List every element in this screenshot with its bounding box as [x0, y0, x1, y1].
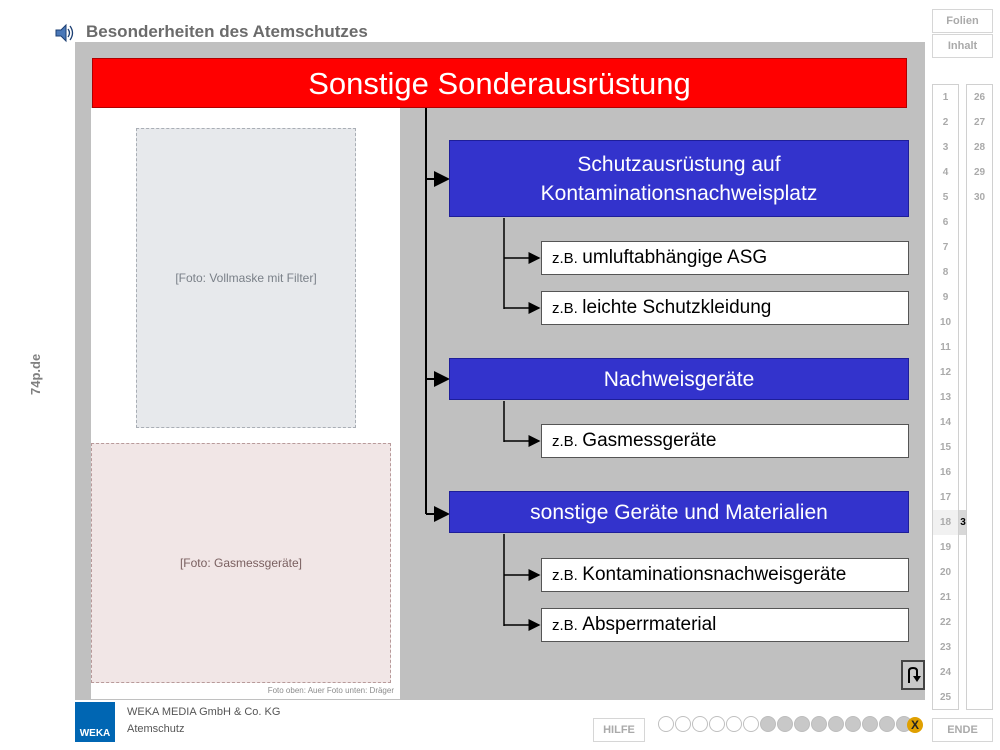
- progress-dot: [743, 716, 759, 732]
- item-text: leichte Schutzkleidung: [582, 297, 772, 318]
- slide-number-15[interactable]: 15: [939, 442, 952, 453]
- slide-list-1-25: [932, 84, 966, 710]
- slide-number-3[interactable]: 3: [942, 142, 949, 153]
- slide-number-25[interactable]: 25: [939, 692, 952, 703]
- return-arrow-icon: [904, 665, 922, 685]
- item-text: Kontaminationsnachweisgeräte: [582, 564, 847, 585]
- slide-number-13[interactable]: 13: [939, 392, 952, 403]
- slide-number-10[interactable]: 10: [939, 317, 952, 328]
- item-text: umluftabhängige ASG: [582, 247, 768, 268]
- footer-company: WEKA MEDIA GmbH & Co. KG: [127, 706, 281, 718]
- progress-dot: [760, 716, 776, 732]
- slide-number-19[interactable]: 19: [939, 542, 952, 553]
- item-prefix: z.B.: [552, 300, 578, 317]
- progress-dot: [811, 716, 827, 732]
- item-box: [541, 241, 909, 275]
- progress-dot: [845, 716, 861, 732]
- back-button[interactable]: [901, 660, 925, 690]
- slide-number-9[interactable]: 9: [942, 292, 949, 303]
- progress-dot: [794, 716, 810, 732]
- progress-dot: [828, 716, 844, 732]
- item-prefix: z.B.: [552, 250, 578, 267]
- slide-title: Sonstige Sonderausrüstung: [92, 58, 907, 108]
- slide-number-23[interactable]: 23: [939, 642, 952, 653]
- progress-dot: [726, 716, 742, 732]
- speaker-icon[interactable]: [53, 22, 75, 44]
- slide-number-24[interactable]: 24: [939, 667, 952, 678]
- section-title-line1: Nachweisgeräte: [603, 367, 755, 391]
- slide-number-22[interactable]: 22: [939, 617, 952, 628]
- item-box: [541, 558, 909, 592]
- progress-dot: [709, 716, 725, 732]
- item-box: [541, 424, 909, 458]
- slide-number-16[interactable]: 16: [939, 467, 952, 478]
- item-box: [541, 291, 909, 325]
- help-button[interactable]: HILFE: [593, 718, 645, 742]
- photo-credit: Foto oben: Auer Foto unten: Dräger: [267, 686, 394, 695]
- slide-number-17[interactable]: 17: [939, 492, 952, 503]
- section-box-sonstige-geraete: [449, 491, 909, 533]
- section-title-line1: sonstige Geräte und Materialien: [530, 500, 828, 524]
- section-title-line1: Schutzausrüstung auf: [577, 152, 781, 176]
- close-button[interactable]: X: [907, 717, 923, 733]
- slide-number-8[interactable]: 8: [942, 267, 949, 278]
- footer-subtitle: Atemschutz: [127, 723, 185, 735]
- slide-number-2[interactable]: 2: [942, 117, 949, 128]
- slide-number-30[interactable]: 30: [973, 192, 986, 203]
- slide-number-21[interactable]: 21: [939, 592, 952, 603]
- progress-dot: [862, 716, 878, 732]
- slide-number-1[interactable]: 1: [942, 92, 949, 103]
- slide-number-11[interactable]: 11: [940, 342, 951, 353]
- section-title-line2: Kontaminationsnachweisplatz: [540, 181, 818, 205]
- inhalt-button[interactable]: Inhalt: [932, 34, 993, 58]
- slide-number-14[interactable]: 14: [939, 417, 952, 428]
- progress-dot: [675, 716, 691, 732]
- slide-number-4[interactable]: 4: [942, 167, 949, 178]
- item-text: Absperrmaterial: [582, 614, 717, 635]
- slide-number-5[interactable]: 5: [942, 192, 949, 203]
- progress-dot: [658, 716, 674, 732]
- slide-number-7[interactable]: 7: [942, 242, 949, 253]
- slide-number-12[interactable]: 12: [939, 367, 952, 378]
- side-url-text: 74p.de: [28, 353, 43, 395]
- item-prefix: z.B.: [552, 433, 578, 450]
- end-button[interactable]: ENDE: [932, 718, 993, 742]
- weka-logo: WEKA: [75, 702, 115, 742]
- slide-number-18[interactable]: 18: [933, 510, 958, 535]
- section-box-schutzausruestung: [449, 140, 909, 217]
- progress-indicator: [658, 716, 913, 734]
- item-text: Gasmessgeräte: [582, 430, 717, 451]
- current-slide-indicator: 3: [959, 510, 967, 535]
- slide-number-26[interactable]: 26: [973, 92, 986, 103]
- section-box-nachweisgeraete: [449, 358, 909, 400]
- progress-dot: [879, 716, 895, 732]
- slide-canvas: [75, 42, 925, 700]
- slide-number-29[interactable]: 29: [973, 167, 986, 178]
- progress-dot: [692, 716, 708, 732]
- item-prefix: z.B.: [552, 567, 578, 584]
- gas-detector-photo: [Foto: Gasmessgeräte]: [91, 443, 391, 683]
- progress-dot: [777, 716, 793, 732]
- slide-number-27[interactable]: 27: [973, 117, 986, 128]
- item-box: [541, 608, 909, 642]
- slide-number-28[interactable]: 28: [973, 142, 986, 153]
- slide-number-6[interactable]: 6: [942, 217, 949, 228]
- folien-button[interactable]: Folien: [932, 9, 993, 33]
- slide-list-26-30: [966, 84, 993, 710]
- header-title: Besonderheiten des Atemschutzes: [86, 22, 368, 41]
- respirator-mask-photo: [Foto: Vollmaske mit Filter]: [136, 128, 356, 428]
- item-prefix: z.B.: [552, 617, 578, 634]
- slide-number-20[interactable]: 20: [939, 567, 952, 578]
